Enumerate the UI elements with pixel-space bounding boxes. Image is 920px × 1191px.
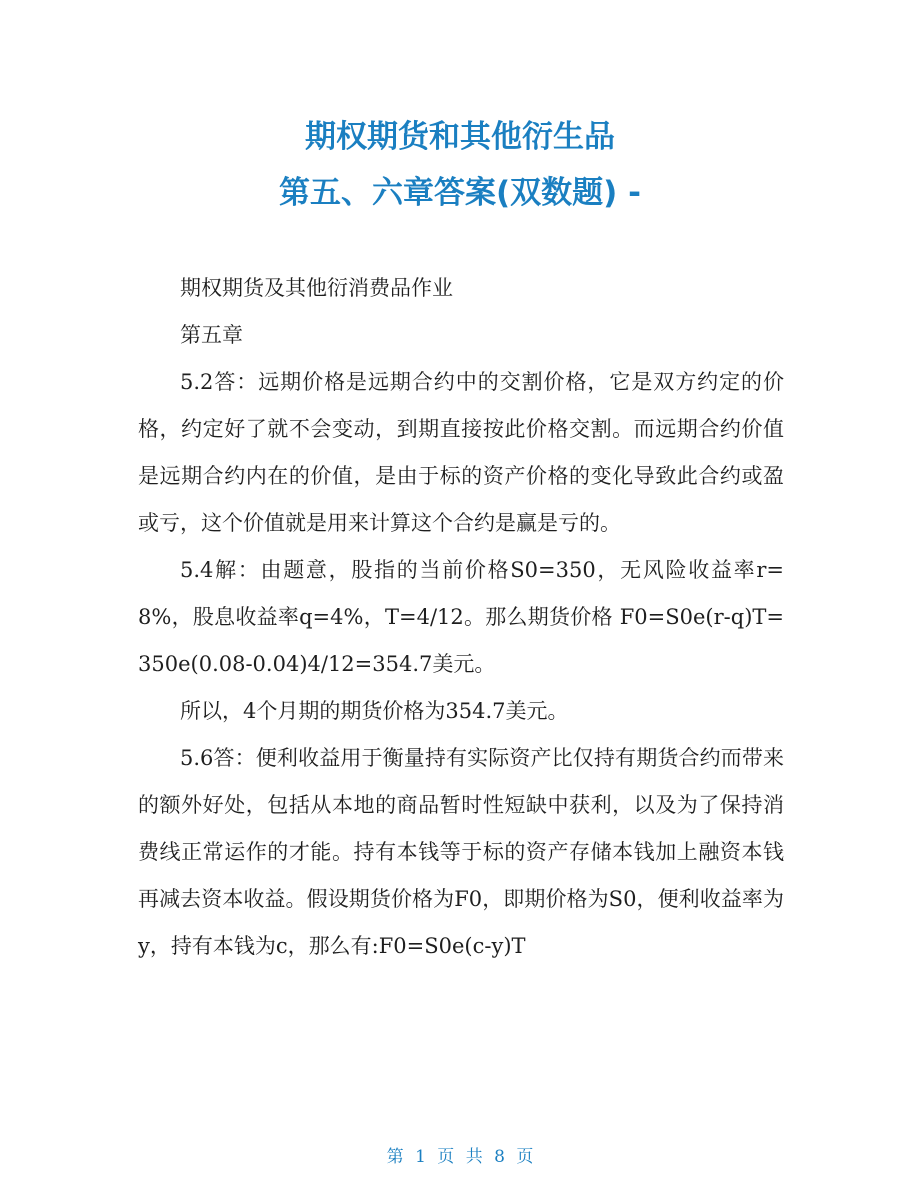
paragraph-chapter: 第五章 — [180, 323, 243, 347]
page-footer: 第 1 页 共 8 页 — [386, 1147, 534, 1167]
document-title-line-1: 期权期货和其他衍生品 — [305, 119, 615, 155]
document-title-line-2: 第五、六章答案(双数题) - — [279, 175, 641, 211]
paragraph-answer-5-4: 5.4解：由题意，股指的当前价格S0=350，无风险收益率r=8%，股息收益率q=4%，T=4/12。那么期货价格 F0=S0e(r-q)T=350e(0.08-0.04)4/12=354.7美元。 — [138, 558, 784, 676]
paragraph-answer-5-2: 5.2答：远期价格是远期合约中的交割价格，它是双方约定的价格，约定好了就不会变动，到期直接按此价格交割。而远期合约价值是远期合约内在的价值，是由于标的资产价格的变化导致此合约或盈或亏，这个价值就是用来计算这个合约是赢是亏的。 — [138, 370, 784, 535]
document-body — [138, 265, 784, 970]
paragraph-conclusion-5-4: 所以，4个月期的期货价格为354.7美元。 — [180, 699, 569, 723]
paragraph-heading: 期权期货及其他衍消费品作业 — [180, 276, 453, 300]
paragraph-answer-5-6: 5.6答：便利收益用于衡量持有实际资产比仅持有期货合约而带来的额外好处，包括从本地的商品暂时性短缺中获利，以及为了保持消费线正常运作的才能。持有本钱等于标的资产存储本钱加上融资本钱再减去资本收益。假设期货价格为F0，即期价格为S0，便利收益率为y，持有本钱为c，那么有:F0=S0e(c-y)T — [138, 746, 784, 958]
